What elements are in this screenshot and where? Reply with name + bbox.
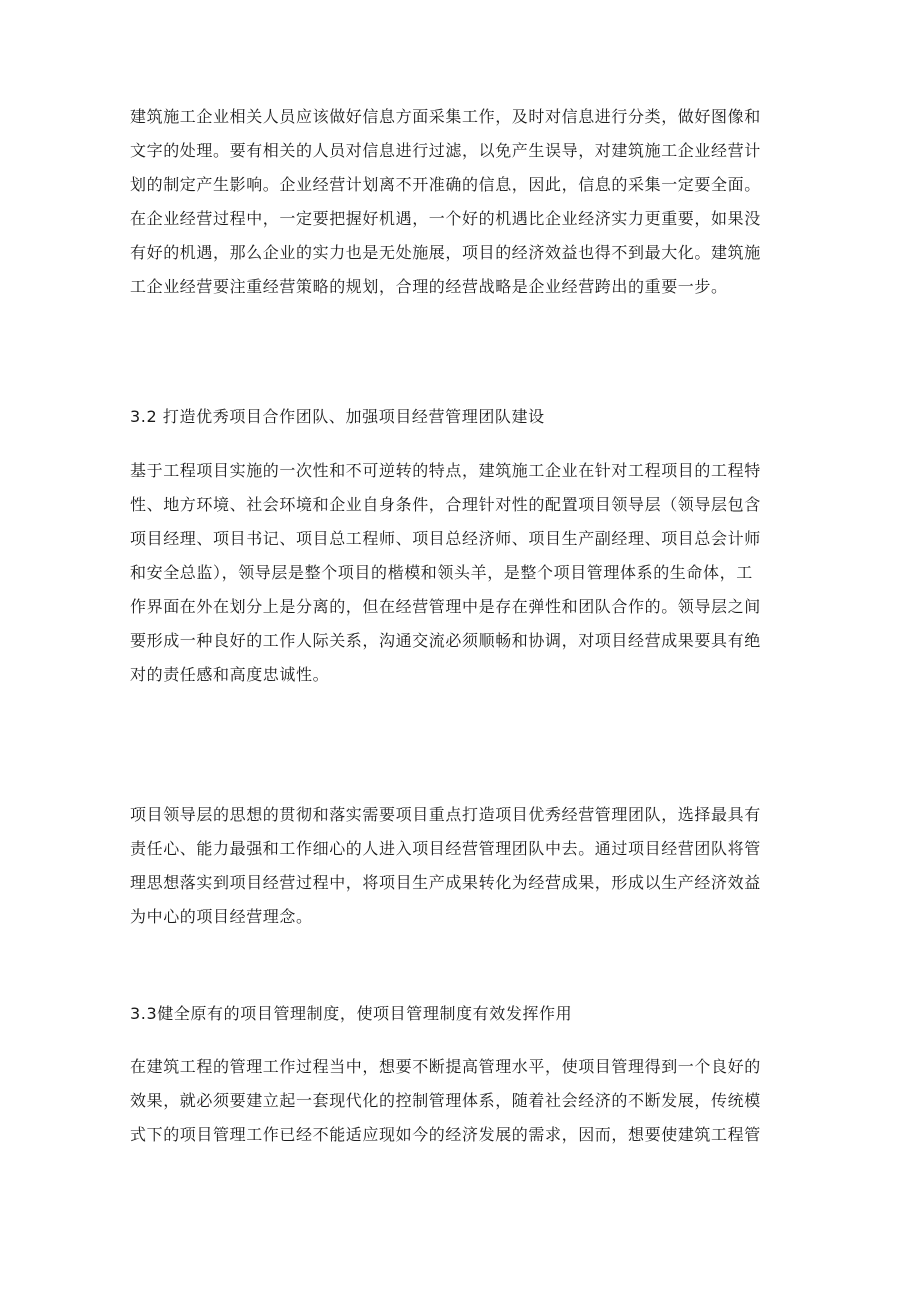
text-line: 作界面在外在划分上是分离的，但在经营管理中是存在弹性和团队合作的。领导层之间 <box>130 597 761 616</box>
text-line: 责任心、能力最强和工作细心的人进入项目经营管理团队中去。通过项目经营团队将管 <box>130 839 761 858</box>
text-line: 理思想落实到项目经营过程中，将项目生产成果转化为经营成果，形成以生产经济效益 <box>130 873 761 892</box>
text-line: 性、地方环境、社会环境和企业自身条件，合理针对性的配置项目领导层（领导层包含 <box>130 495 761 514</box>
text-line: 在企业经营过程中，一定要把握好机遇，一个好的机遇比企业经济实力更重要，如果没 <box>130 209 761 228</box>
section-heading-3-2: 3.2 打造优秀项目合作团队、加强项目经营管理团队建设 <box>130 407 545 426</box>
text-line: 项目领导层的思想的贯彻和落实需要项目重点打造项目优秀经营管理团队，选择最具有 <box>130 805 761 824</box>
text-line: 有好的机遇，那么企业的实力也是无处施展，项目的经济效益也得不到最大化。建筑施 <box>130 243 761 262</box>
text-line: 式下的项目管理工作已经不能适应现如今的经济发展的需求，因而，想要使建筑工程管 <box>130 1125 761 1144</box>
paragraph-management-team <box>130 798 790 934</box>
text-line: 建筑施工企业相关人员应该做好信息方面采集工作，及时对信息进行分类，做好图像和 <box>130 107 761 126</box>
text-line: 基于工程项目实施的一次性和不可逆转的特点，建筑施工企业在针对工程项目的工程特 <box>130 461 761 480</box>
text-line: 项目经理、项目书记、项目总工程师、项目总经济师、项目生产副经理、项目总会计师 <box>130 529 761 548</box>
paragraph-management-system <box>130 1050 790 1152</box>
text-line: 对的责任感和高度忠诚性。 <box>130 665 330 684</box>
text-line: 效果，就必须要建立起一套现代化的控制管理体系，随着社会经济的不断发展，传统模 <box>130 1091 761 1110</box>
paragraph-information-collection <box>130 100 790 304</box>
text-line: 文字的处理。要有相关的人员对信息进行过滤，以免产生误导，对建筑施工企业经营计 <box>130 141 761 160</box>
text-line: 要形成一种良好的工作人际关系，沟通交流必须顺畅和协调，对项目经营成果要具有绝 <box>130 631 761 650</box>
text-line: 和安全总监），领导层是整个项目的楷模和领头羊，是整个项目管理体系的生命体，工 <box>130 563 753 582</box>
text-line: 为中心的项目经营理念。 <box>130 907 313 926</box>
section-heading-3-3: 3.3健全原有的项目管理制度，使项目管理制度有效发挥作用 <box>130 1004 573 1023</box>
text-line: 工企业经营要注重经营策略的规划，合理的经营战略是企业经营跨出的重要一步。 <box>130 277 728 296</box>
text-line: 划的制定产生影响。企业经营计划离不开准确的信息，因此，信息的采集一定要全面。 <box>130 175 761 194</box>
text-line: 在建筑工程的管理工作过程当中，想要不断提高管理水平，使项目管理得到一个良好的 <box>130 1057 761 1076</box>
paragraph-leadership-team <box>130 454 790 692</box>
